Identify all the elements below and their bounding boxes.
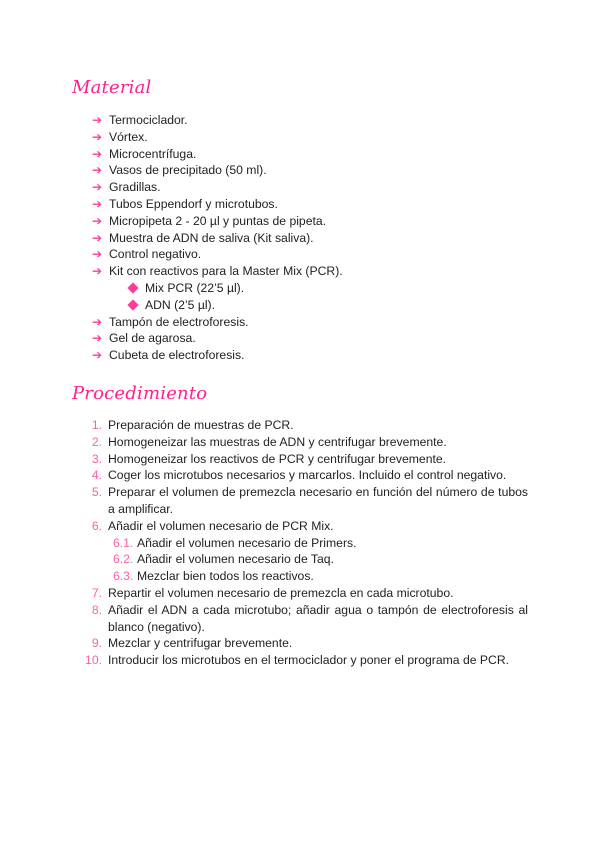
procedure-step — [84, 467, 528, 484]
substep-text: Mezclar bien todos los reactivos. — [137, 569, 314, 584]
material-item-text: Gradillas. — [109, 180, 161, 195]
material-item — [92, 213, 343, 230]
arrow-right-icon: ➔ — [92, 264, 103, 279]
step-text: Introducir los microtubos en el termociclador y poner el programa de PCR. — [108, 653, 510, 668]
step-number: 1. — [91, 418, 102, 432]
material-item — [92, 230, 343, 247]
material-list — [92, 112, 343, 364]
material-item-text: Vórtex. — [109, 129, 148, 144]
step-number: 3. — [91, 451, 102, 466]
step-text: Homogeneizar las muestras de ADN y centrifugar brevemente. — [108, 434, 447, 449]
material-item-text: Control negativo. — [109, 247, 202, 262]
arrow-right-icon: ➔ — [92, 230, 103, 245]
material-item-text: Microcentrífuga. — [109, 146, 197, 161]
material-item — [92, 129, 343, 146]
step-number: 7. — [91, 585, 102, 600]
material-item-text: Kit con reactivos para la Master Mix (PCR). — [109, 264, 343, 279]
step-number: 10. — [85, 653, 102, 668]
substep-text: Añadir el volumen necesario de Primers. — [137, 535, 357, 550]
material-item-text: Muestra de ADN de saliva (Kit saliva). — [109, 230, 314, 245]
procedure-step — [84, 484, 528, 518]
arrow-right-icon: ➔ — [92, 163, 103, 178]
step-number: 9. — [91, 636, 102, 651]
material-item — [92, 146, 343, 163]
material-item-text: Tampón de electroforesis. — [109, 314, 249, 329]
procedure-step — [84, 518, 528, 585]
procedure-substep — [108, 568, 528, 585]
material-item — [92, 196, 343, 213]
step-number: 8. — [91, 602, 102, 617]
arrow-right-icon: ➔ — [92, 314, 103, 329]
procedure-step — [84, 585, 528, 602]
arrow-right-icon: ➔ — [92, 331, 103, 346]
step-number: 6. — [91, 518, 102, 533]
substep-text: Añadir el volumen necesario de Taq. — [137, 552, 334, 567]
material-item — [92, 246, 343, 263]
material-item-text: Micropipeta 2 - 20 µl y puntas de pipeta. — [109, 213, 327, 228]
procedure-step — [84, 417, 528, 434]
step-text: Repartir el volumen necesario de premezcla en cada microtubo. — [108, 585, 454, 600]
substep-number: 6.1. — [113, 535, 134, 550]
step-number: 2. — [91, 434, 102, 449]
substep-number: 6.2. — [113, 552, 134, 567]
material-item-text: Gel de agarosa. — [109, 331, 196, 346]
material-item — [92, 179, 343, 196]
material-item — [92, 330, 343, 347]
procedure-steps — [84, 417, 528, 669]
arrow-right-icon: ➔ — [92, 348, 103, 363]
procedure-step — [84, 602, 528, 636]
arrow-right-icon: ➔ — [92, 180, 103, 195]
material-item — [92, 347, 343, 364]
material-sublist — [109, 280, 343, 314]
diamond-bullet-icon — [127, 282, 138, 293]
step-number: 4. — [91, 468, 102, 483]
arrow-right-icon: ➔ — [92, 196, 103, 211]
arrow-right-icon: ➔ — [92, 213, 103, 228]
step-text: Añadir el volumen necesario de PCR Mix. — [108, 518, 334, 533]
step-text: Coger los microtubos necesarios y marcarlos. Incluido el control negativo. — [108, 468, 507, 483]
material-subitem — [129, 297, 343, 314]
step-text: Mezclar y centrifugar brevemente. — [108, 636, 293, 651]
material-subitem — [129, 280, 343, 297]
arrow-right-icon: ➔ — [92, 247, 103, 262]
substep-number: 6.3. — [113, 569, 134, 584]
material-item-text: Vasos de precipitado (50 ml). — [109, 163, 267, 178]
procedimiento-heading: Procedimiento — [72, 383, 208, 404]
material-item — [92, 112, 343, 129]
step-text: Preparación de muestras de PCR. — [108, 418, 294, 432]
step-text: Añadir el ADN a cada microtubo; añadir agua o tampón de electroforesis al blanco (negativo). — [108, 602, 528, 634]
material-item — [92, 314, 343, 331]
material-item — [92, 263, 343, 313]
procedure-step — [84, 652, 528, 669]
step-text: Homogeneizar los reactivos de PCR y centrifugar brevemente. — [108, 451, 447, 466]
procedure-substeps — [108, 535, 528, 585]
procedure-substep — [108, 551, 528, 568]
step-number: 5. — [91, 485, 102, 500]
arrow-right-icon: ➔ — [92, 146, 103, 161]
material-subitem-text: Mix PCR (22’5 µl). — [145, 280, 245, 295]
material-item — [92, 162, 343, 179]
material-subitem-text: ADN (2’5 µl). — [145, 297, 216, 312]
arrow-right-icon: ➔ — [92, 129, 103, 144]
step-text: Preparar el volumen de premezcla necesario en función del número de tubos a amplificar. — [108, 485, 528, 516]
procedure-step — [84, 451, 528, 468]
material-item-text: Tubos Eppendorf y microtubos. — [109, 196, 278, 211]
arrow-right-icon: ➔ — [92, 113, 103, 127]
procedure-step — [84, 434, 528, 451]
material-heading: Material — [72, 77, 152, 98]
procedure-step — [84, 635, 528, 652]
procedure-substep — [108, 535, 528, 552]
diamond-bullet-icon — [127, 299, 138, 310]
material-item-text: Termociclador. — [109, 113, 188, 127]
material-item-text: Cubeta de electroforesis. — [109, 348, 245, 363]
